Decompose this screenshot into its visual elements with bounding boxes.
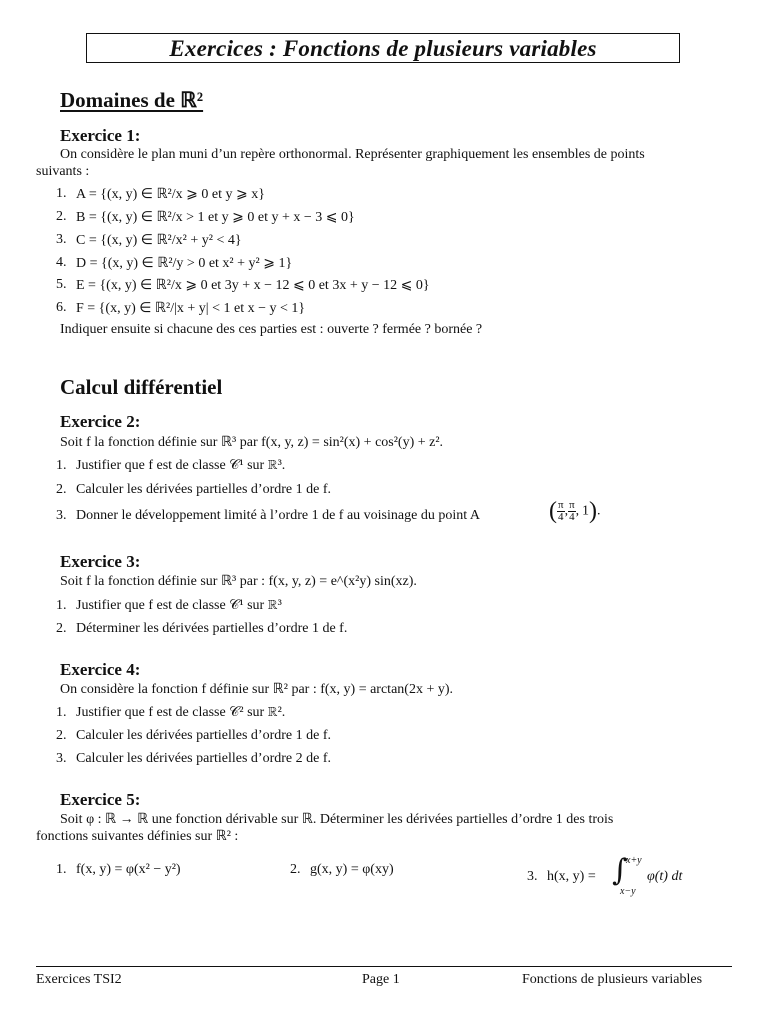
list-number: 2. xyxy=(56,621,67,636)
list-number: 3. xyxy=(56,508,67,523)
exercise-1-item: A = {(x, y) ∈ ℝ²/x ⩾ 0 et y ⩾ x} xyxy=(76,187,265,202)
exercise-4-intro: On considère la fonction f définie sur ℝ² par : f(x, y) = arctan(2x + y). xyxy=(60,682,453,697)
exercise-5-item: h(x, y) = xyxy=(547,869,596,884)
exercise-1-item: E = {(x, y) ∈ ℝ²/x ⩾ 0 et 3y + x − 12 ⩽ 0 et 3x + y − 12 ⩽ 0} xyxy=(76,278,430,293)
exercise-1-intro-line2: suivants : xyxy=(36,164,90,179)
list-number: 3. xyxy=(527,869,538,884)
exercise-4-item: Justifier que f est de classe 𝒞² sur ℝ². xyxy=(76,705,286,720)
section-heading-differential: Calcul différentiel xyxy=(60,375,223,399)
exercise-4-heading: Exercice 4: xyxy=(60,660,141,679)
list-number: 1. xyxy=(56,458,67,473)
list-number: 3. xyxy=(56,232,67,247)
exercise-5-heading: Exercice 5: xyxy=(60,790,141,809)
list-number: 2. xyxy=(290,862,301,877)
exercise-1-heading: Exercice 1: xyxy=(60,126,141,145)
list-number: 1. xyxy=(56,705,67,720)
list-number: 3. xyxy=(56,751,67,766)
list-number: 5. xyxy=(56,277,67,292)
footer-page-number: Page 1 xyxy=(362,972,400,987)
list-number: 1. xyxy=(56,862,67,877)
exercise-2-intro: Soit f la fonction définie sur ℝ³ par f(x, y, z) = sin²(x) + cos²(y) + z². xyxy=(60,435,444,450)
integral-sign: ∫ xyxy=(612,853,628,888)
exercise-3-intro: Soit f la fonction définie sur ℝ³ par : f(x, y, z) = e^(x²y) sin(xz). xyxy=(60,574,417,589)
exercise-5-intro-line2: fonctions suivantes définies sur ℝ² : xyxy=(36,829,239,844)
exercise-3-item: Justifier que f est de classe 𝒞¹ sur ℝ³ xyxy=(76,598,282,613)
exercise-2-item: Calculer les dérivées partielles d’ordre 1 de f. xyxy=(76,482,332,497)
exercise-4-item: Calculer les dérivées partielles d’ordre 1 de f. xyxy=(76,728,332,743)
exercise-4-item: Calculer les dérivées partielles d’ordre 2 de f. xyxy=(76,751,332,766)
footer-right: Fonctions de plusieurs variables xyxy=(522,972,703,987)
list-number: 4. xyxy=(56,255,67,270)
integral-upper-bound: x+y xyxy=(626,855,642,866)
exercise-5-item: f(x, y) = φ(x² − y²) xyxy=(76,862,181,877)
list-number: 1. xyxy=(56,598,67,613)
section-heading-domains: Domaines de ℝ² xyxy=(60,88,204,112)
list-number: 2. xyxy=(56,209,67,224)
list-number: 1. xyxy=(56,186,67,201)
exercise-3-item: Déterminer les dérivées partielles d’ordre 1 de f. xyxy=(76,621,348,636)
exercise-1-item: D = {(x, y) ∈ ℝ²/y > 0 et x² + y² ⩾ 1} xyxy=(76,256,293,271)
exercise-5-intro-line1: Soit φ : ℝ → ℝ une fonction dérivable sur ℝ. Déterminer les dérivées partielles d’ordre 1 des trois xyxy=(60,812,614,827)
integrand: φ(t) dt xyxy=(647,869,683,884)
list-number: 2. xyxy=(56,482,67,497)
exercise-2-heading: Exercice 2: xyxy=(60,412,141,431)
footer-rule xyxy=(36,966,732,967)
integral-lower-bound: x−y xyxy=(620,886,636,897)
title-box xyxy=(86,33,680,63)
exercise-2-item: Justifier que f est de classe 𝒞¹ sur ℝ³. xyxy=(76,458,286,473)
exercise-1-item: F = {(x, y) ∈ ℝ²/|x + y| < 1 et x − y < 1} xyxy=(76,301,306,316)
exercise-1-item: C = {(x, y) ∈ ℝ²/x² + y² < 4} xyxy=(76,233,242,248)
exercise-2-item: Donner le développement limité à l’ordre 1 de f au voisinage du point A xyxy=(76,508,480,523)
exercise-1-intro-line1: On considère le plan muni d’un repère orthonormal. Représenter graphiquement les ensembles de points xyxy=(60,147,645,162)
exercise-1-outro: Indiquer ensuite si chacune des ces parties est : ouverte ? fermée ? bornée ? xyxy=(60,322,483,337)
exercise-3-heading: Exercice 3: xyxy=(60,552,141,571)
point-coordinates: ( $\frac{\pi}{4}$ , $\frac{\pi}{4}$ , 1). xyxy=(549,498,601,524)
list-number: 6. xyxy=(56,300,67,315)
exercise-5-item: g(x, y) = φ(xy) xyxy=(310,862,394,877)
page-title: Exercices : Fonctions de plusieurs variables xyxy=(169,36,597,61)
footer-left: Exercices TSI2 xyxy=(36,972,122,987)
list-number: 2. xyxy=(56,728,67,743)
exercise-1-item: B = {(x, y) ∈ ℝ²/x > 1 et y ⩾ 0 et y + x − 3 ⩽ 0} xyxy=(76,210,355,225)
